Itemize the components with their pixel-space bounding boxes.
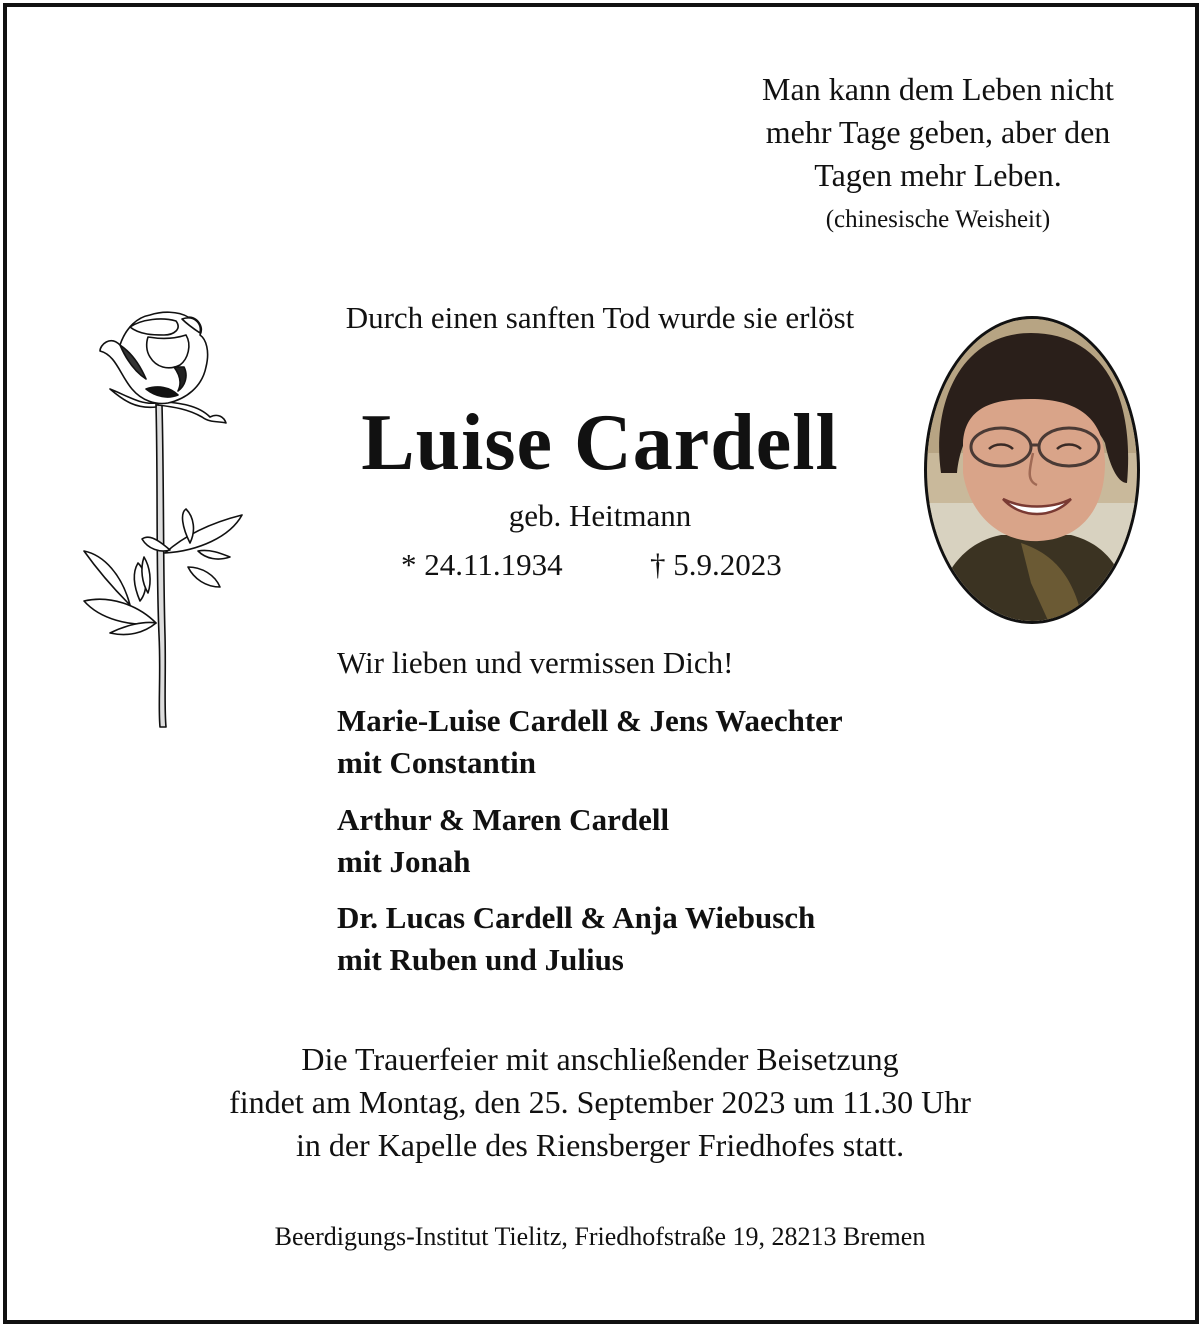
- ceremony-line: in der Kapelle des Riensberger Friedhofes statt.: [295, 1127, 905, 1163]
- ceremony-line: Die Trauerfeier mit anschließender Beisetzung: [301, 1041, 899, 1077]
- family-group: [337, 799, 669, 883]
- rose-icon: [70, 305, 255, 735]
- motto-quote: [700, 68, 1176, 197]
- birth-date: * 24.11.1934: [401, 547, 563, 582]
- ceremony-info: [100, 1038, 1100, 1167]
- motto-line: Tagen mehr Leben.: [814, 157, 1062, 193]
- intro-text: Durch einen sanften Tod wurde sie erlöst: [345, 300, 855, 335]
- family-group: [337, 700, 843, 784]
- deceased-name: Luise Cardell: [361, 399, 839, 487]
- portrait-photo: [921, 313, 1143, 627]
- family-group: [337, 897, 815, 981]
- family-line: Dr. Lucas Cardell & Anja Wiebusch: [337, 900, 816, 935]
- motto-line: Man kann dem Leben nicht: [762, 71, 1114, 107]
- family-line: mit Ruben und Julius: [337, 942, 624, 977]
- family-line: Marie-Luise Cardell & Jens Waechter: [337, 703, 843, 738]
- motto-line: mehr Tage geben, aber den: [765, 114, 1111, 150]
- family-line: mit Jonah: [337, 844, 471, 879]
- ceremony-line: findet am Montag, den 25. September 2023 um 11.30 Uhr: [229, 1084, 971, 1120]
- funeral-home: Beerdigungs-Institut Tielitz, Friedhofstraße 19, 28213 Bremen: [274, 1222, 926, 1251]
- family-intro: Wir lieben und vermissen Dich!: [337, 645, 734, 680]
- birth-name: geb. Heitmann: [508, 498, 692, 533]
- family-line: mit Constantin: [337, 745, 536, 780]
- motto-source: (chinesische Weisheit): [825, 206, 1051, 233]
- death-date: † 5.9.2023: [650, 547, 782, 582]
- family-line: Arthur & Maren Cardell: [337, 802, 670, 837]
